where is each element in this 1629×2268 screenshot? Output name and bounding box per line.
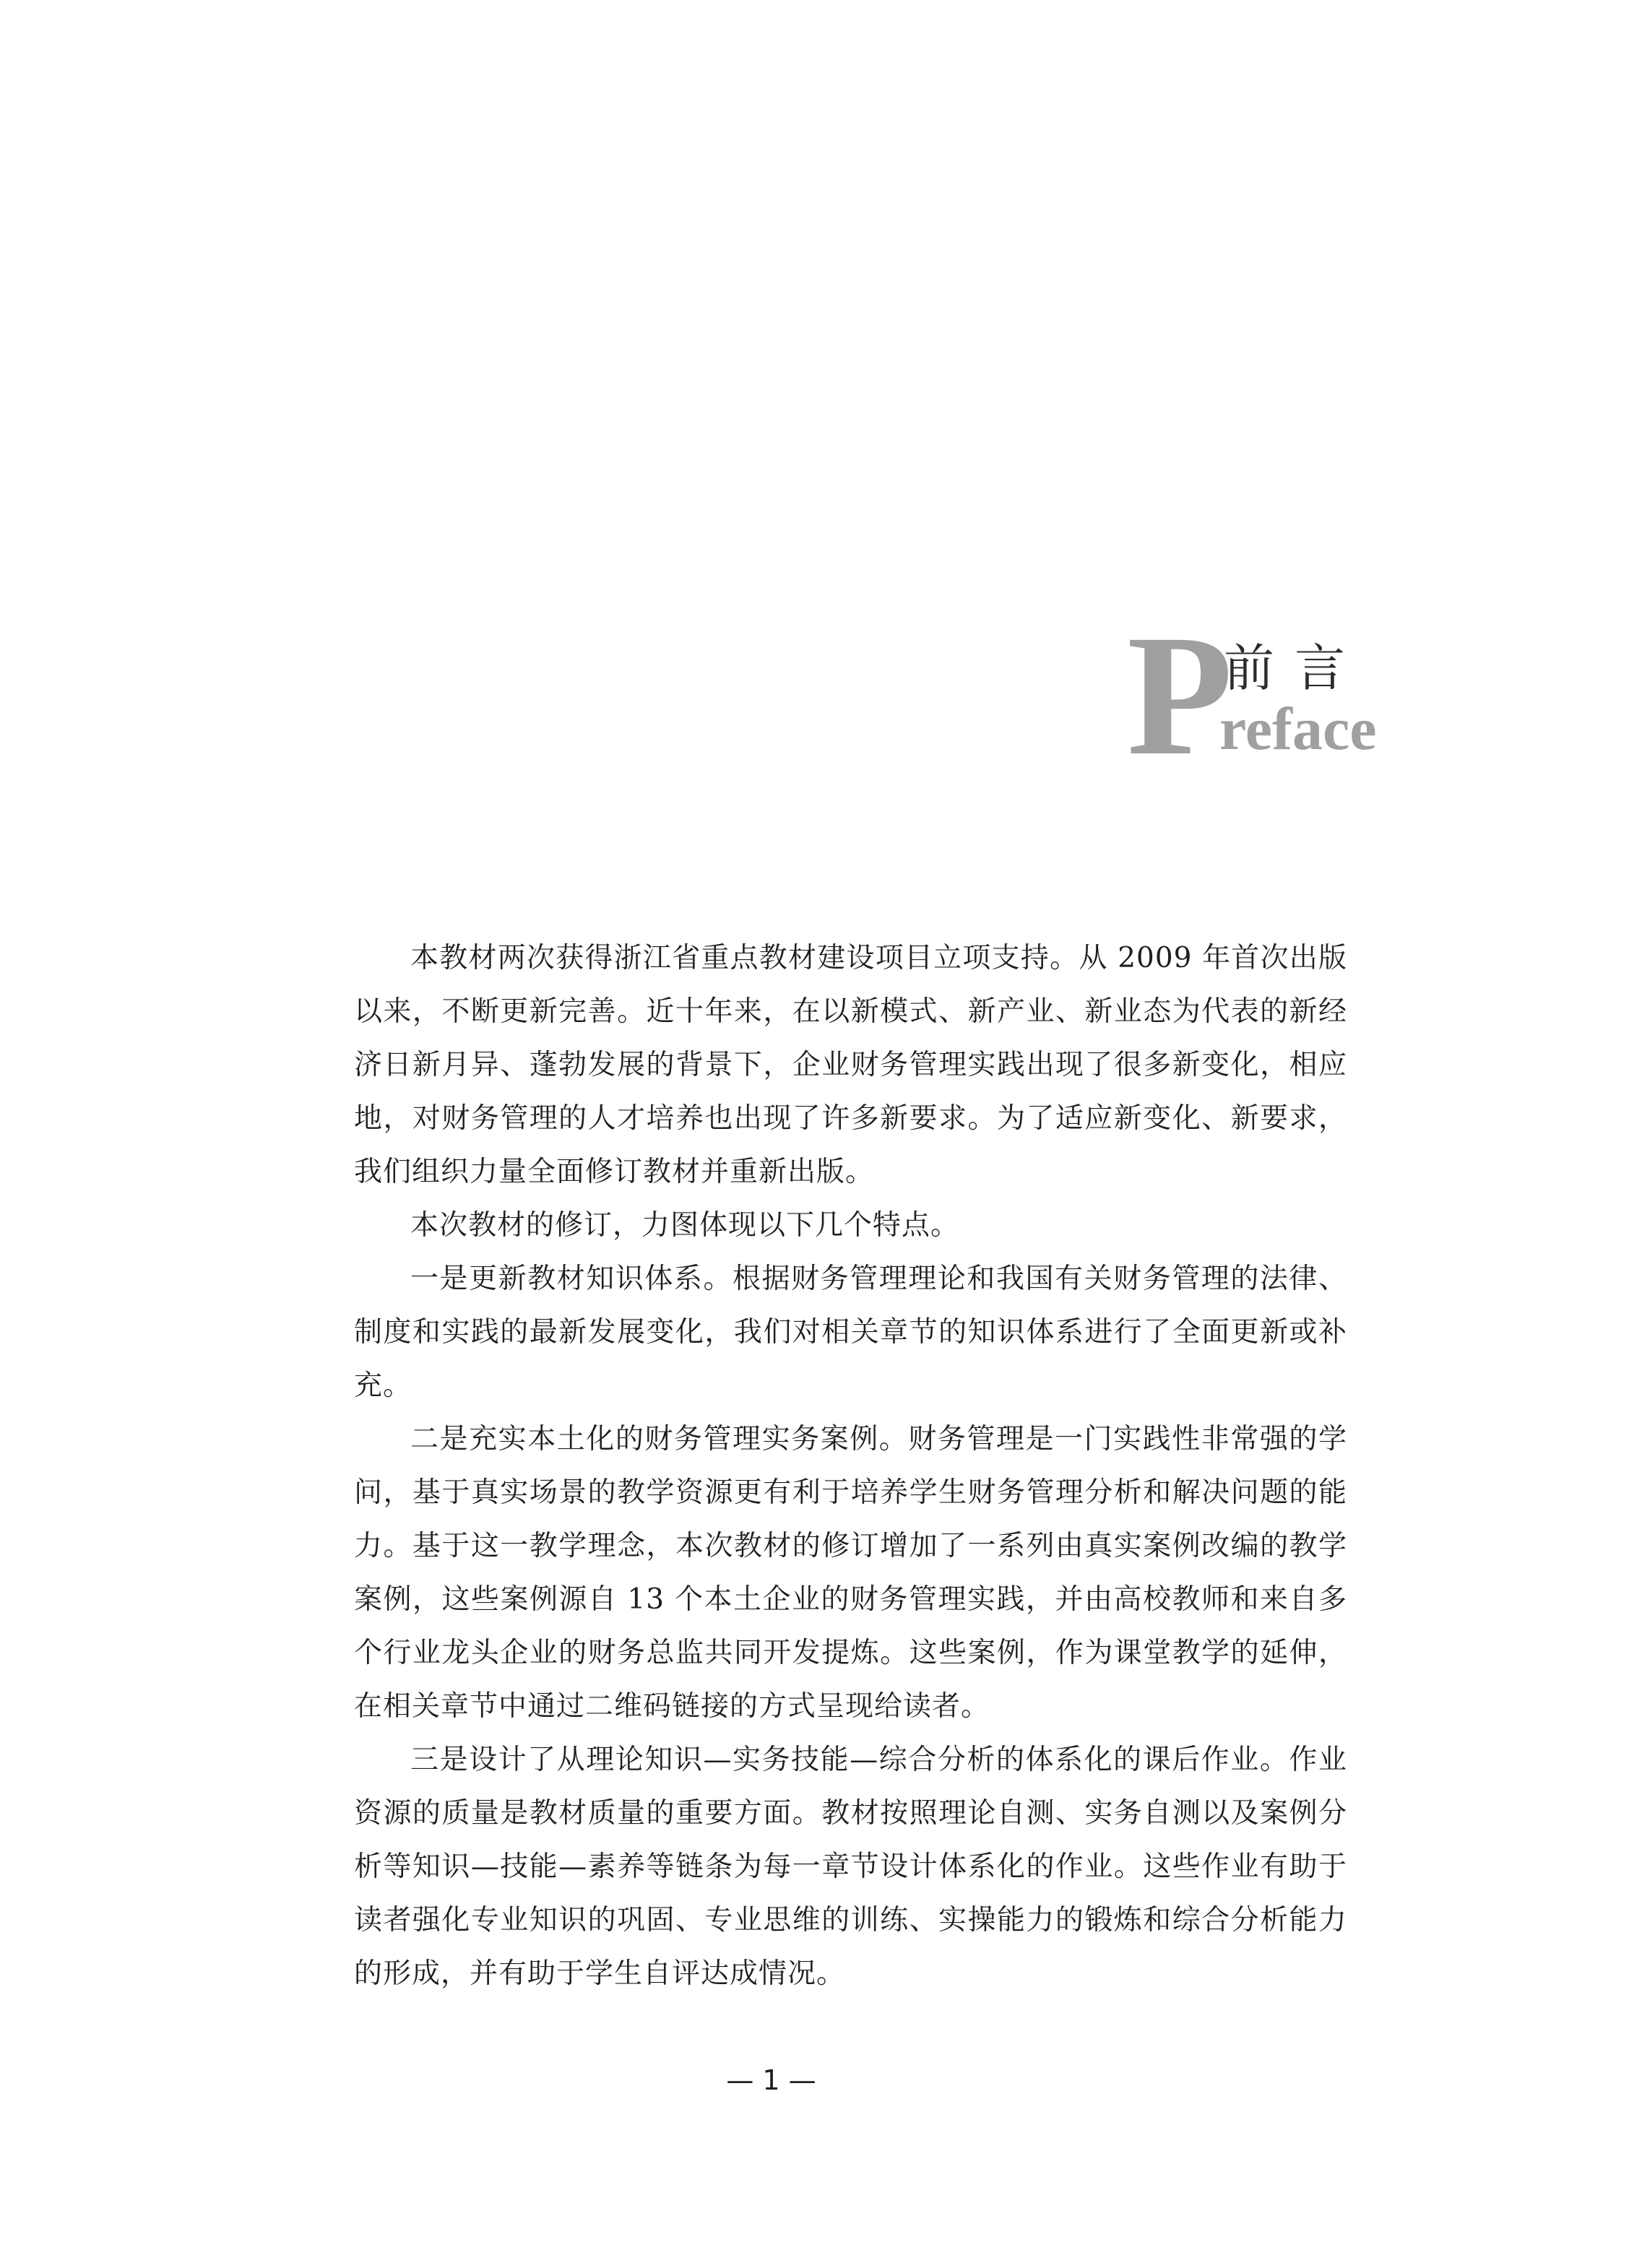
paragraph-features-lead: 本次教材的修订，力图体现以下几个特点。 xyxy=(410,1209,960,1242)
paragraph-feature-2: 二是充实本土化的财务管理实务案例。财务管理是一门实践性非常强的学问，基于真实场景的教学资源更有利于培养学生财务管理分析和解决问题的能力。基于这一教学理念，本次教材的修订增加了一系列由真实案例改编的教学案例，这些案例源自 13 个本土企业的财务管理实践，并由高校教师和来自多个行业龙头企业的财务总监共同开发提炼。这些案例，作为课堂教学的延伸，在相关章节中通过二维码链接的方式呈现给读者。 xyxy=(354,1423,1347,1723)
preface-initial-letter: P xyxy=(1127,599,1233,791)
preface-title-en: reface xyxy=(1219,696,1377,763)
paragraph-feature-3: 三是设计了从理论知识—实务技能—综合分析的体系化的课后作业。作业资源的质量是教材质量的重要方面。教材按照理论自测、实务自测以及案例分析等知识—技能—素养等链条为每一章节设计体系化的作业。这些作业有助于读者强化专业知识的巩固、专业思维的训练、实操能力的锻炼和综合分析能力的形成，并有助于学生自评达成情况。 xyxy=(354,1744,1347,1990)
paragraph-feature-1: 一是更新教材知识体系。根据财务管理理论和我国有关财务管理的法律、制度和实践的最新发展变化，我们对相关章节的知识体系进行了全面更新或补充。 xyxy=(354,1263,1347,1402)
preface-body xyxy=(354,932,1347,2001)
page-number: — 1 — xyxy=(726,2064,816,2096)
preface-title-cn: 前言 xyxy=(1224,639,1365,698)
preface-heading xyxy=(1127,599,1377,791)
paragraph-intro: 本教材两次获得浙江省重点教材建设项目立项支持。从 2009 年首次出版以来，不断更新完善。近十年来，在以新模式、新产业、新业态为代表的新经济日新月异、蓬勃发展的背景下，企业财务管理实践出现了很多新变化，相应地，对财务管理的人才培养也出现了许多新要求。为了适应新变化、新要求，我们组织力量全面修订教材并重新出版。 xyxy=(354,942,1347,1188)
